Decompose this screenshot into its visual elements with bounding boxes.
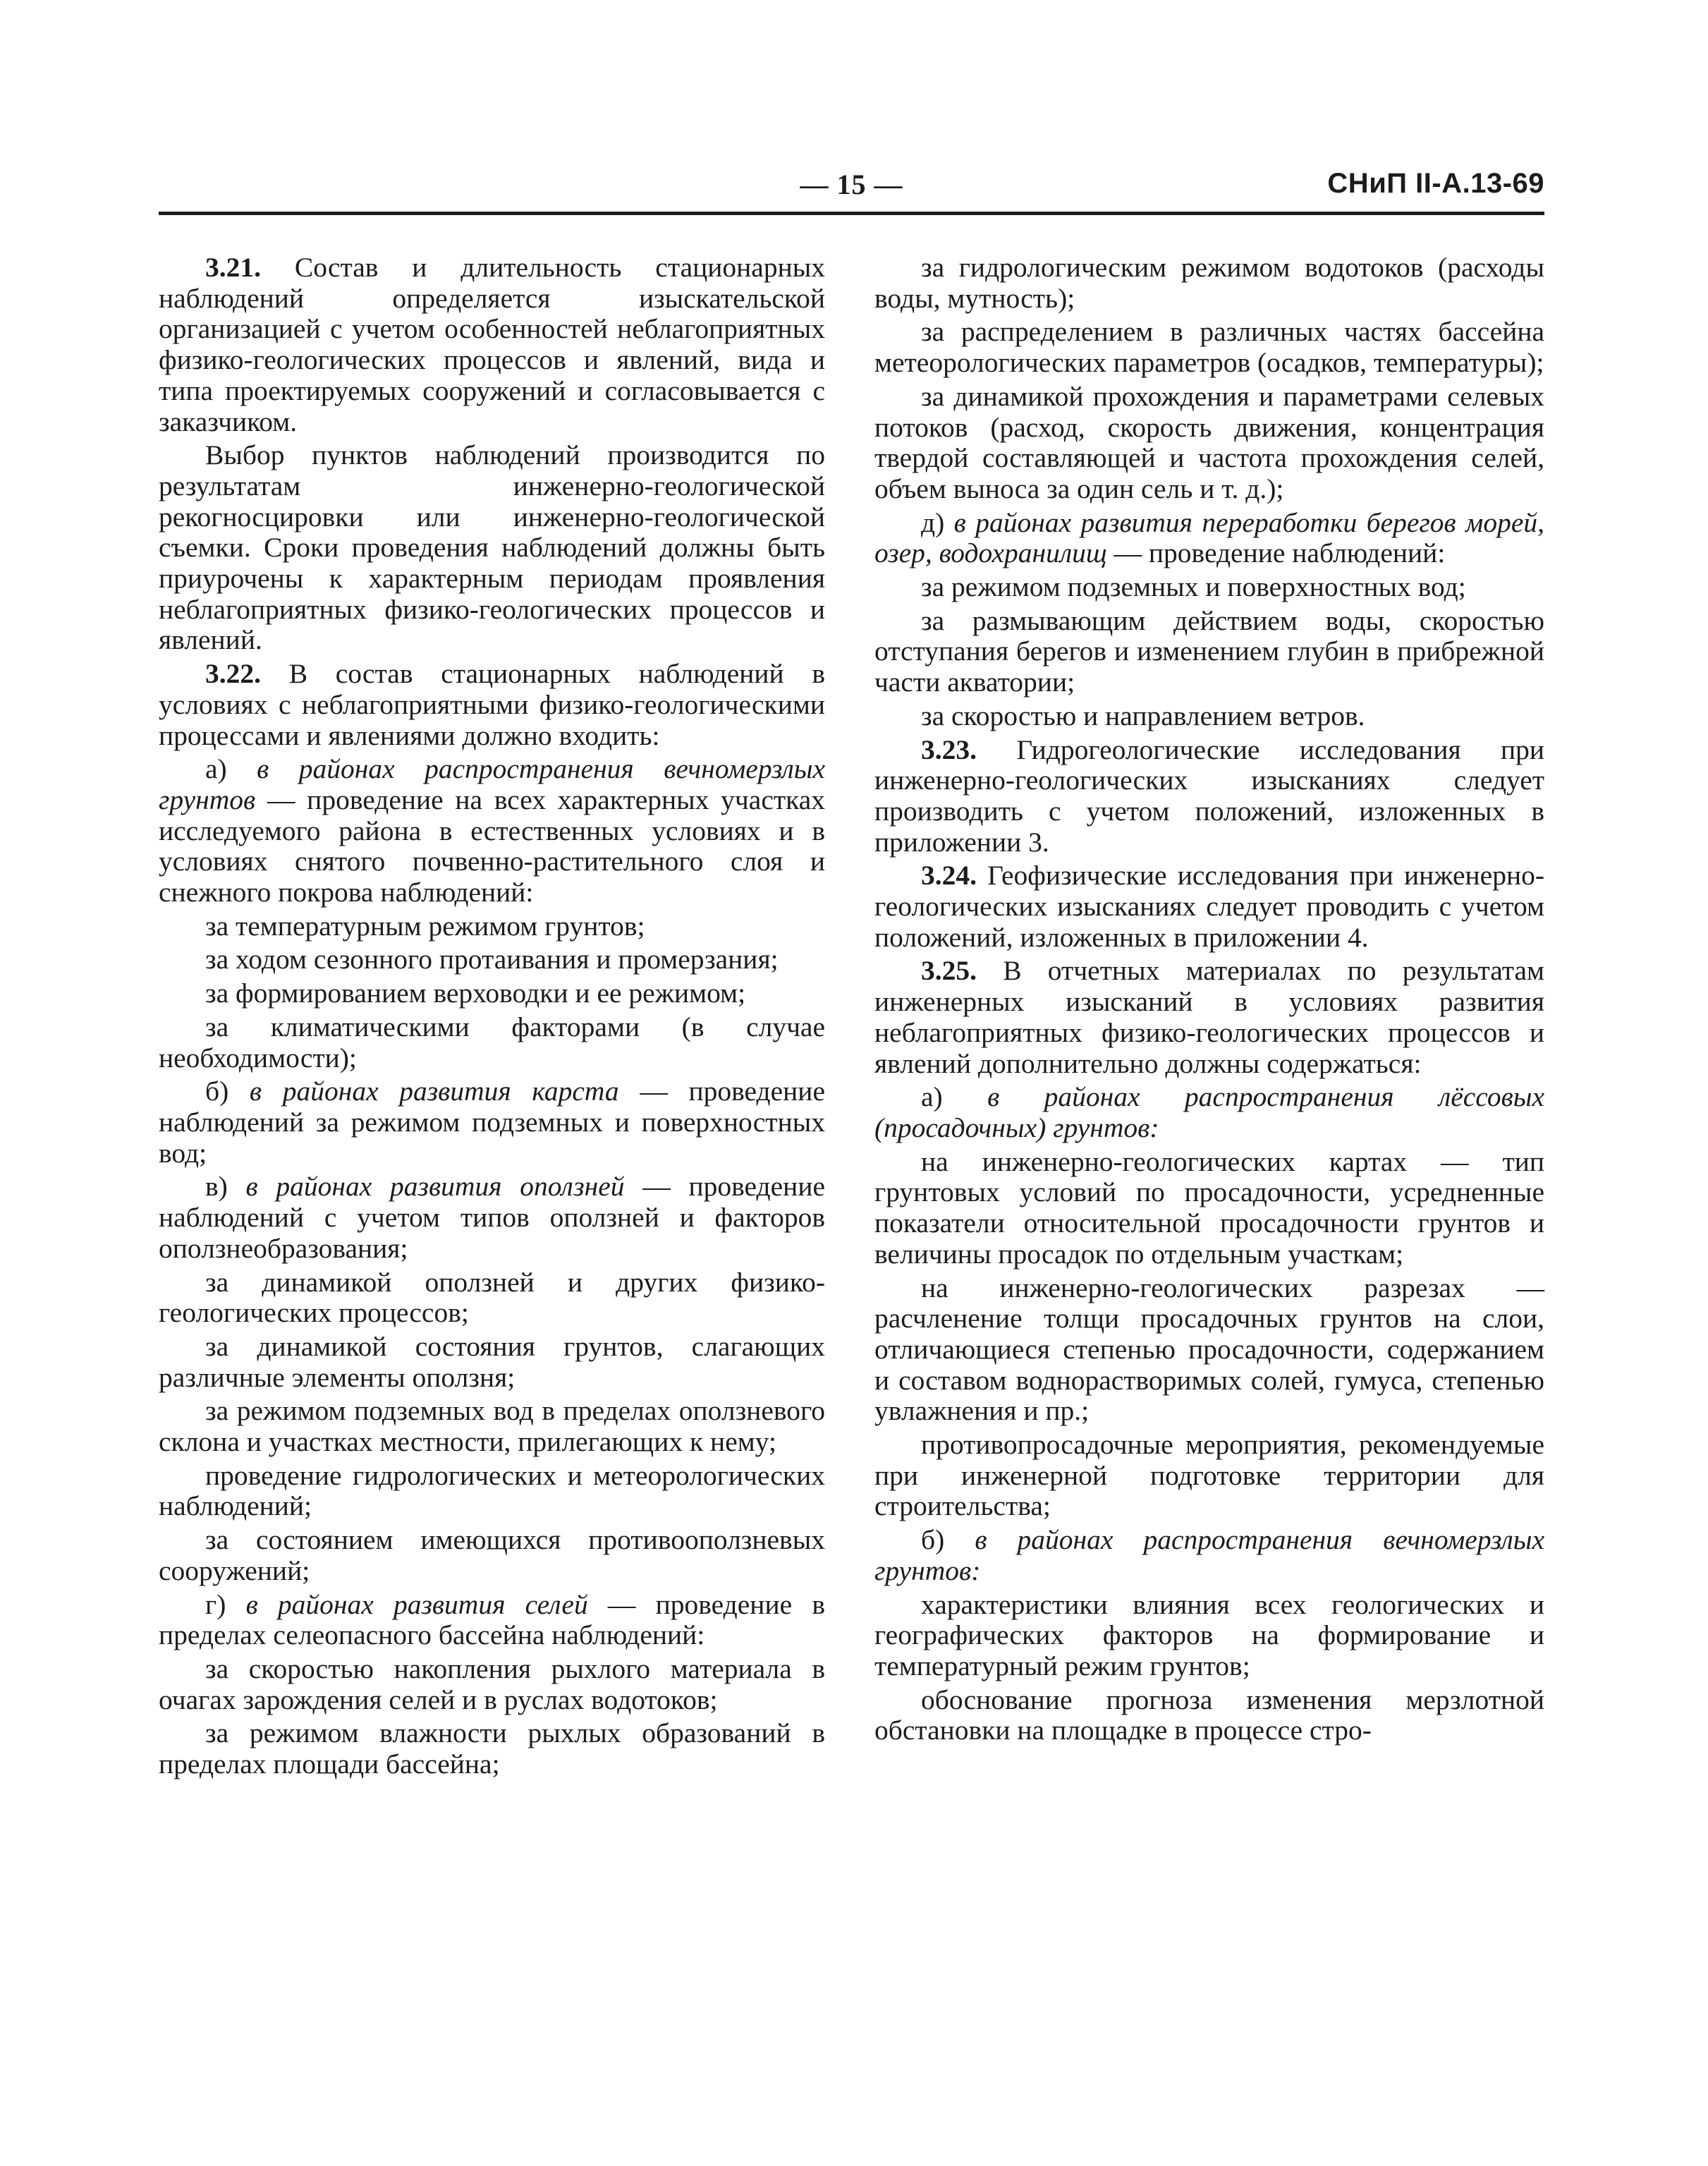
- list-item: противопросадочные мероприятия, рекомендуемые при инженерной подготовке территории для строительства;: [874, 1429, 1544, 1522]
- list-item: за динамикой состояния грунтов, слагающих различные элементы оползня;: [159, 1330, 825, 1393]
- list-item: за гидрологическим режимом водотоков (расходы воды, мутность);: [874, 252, 1544, 314]
- section-number: 3.24.: [921, 860, 977, 892]
- list-item: за режимом влажности рыхлых образований в пределах площади бассейна;: [159, 1717, 825, 1780]
- paragraph: 3.21. Состав и длительность стационарных наблюдений определяется изыскательской организацией с учетом особенностей неблагоприятных физико-геологических процессов и явлений, вида и типа проектируемых сооружений и согласовывается с заказчиком.: [159, 252, 825, 437]
- list-item: б) в районах развития карста — проведение наблюдений за режимом подземных и поверхностных вод;: [159, 1076, 825, 1169]
- list-item: на инженерно-геологических разрезах — расчленение толщи просадочных грунтов на слои, отличающиеся степенью просадочности, содержанием и составом воднорастворимых солей, гумуса, степенью увлажнения и пр.;: [874, 1272, 1544, 1427]
- list-item: а) в районах распространения вечномерзлых грунтов — проведение на всех характерных участках исследуемого района в естественных условиях и в условиях снятого почвенно-растительного слоя и снежного покрова наблюдений:: [159, 753, 825, 908]
- list-item: проведение гидрологических и метеорологических наблюдений;: [159, 1459, 825, 1522]
- paragraph: 3.22. В состав стационарных наблюдений в условиях с неблагоприятными физико-геологическими процессами и явлениями должно входить:: [159, 658, 825, 751]
- italic-heading: в районах распространения вечномерзлых грунтов: [159, 753, 825, 815]
- italic-heading: в районах развития оползней: [245, 1171, 625, 1203]
- right-column: [874, 253, 1544, 1746]
- list-item: характеристики влияния всех геологических и географических факторов на формирование и температурный режим грунтов;: [874, 1588, 1544, 1681]
- header-rule: [159, 212, 1544, 215]
- list-item: за ходом сезонного протаивания и промерзания;: [205, 944, 779, 975]
- section-number: 3.21.: [205, 252, 261, 283]
- list-item: г) в районах развития селей — проведение в пределах селеопасного бассейна наблюдений:: [159, 1588, 825, 1651]
- list-item: на инженерно-геологических картах — тип грунтовых условий по просадочности, усредненные показатели относительной просадочности грунтов и величины просадок по отдельным участкам;: [874, 1145, 1544, 1270]
- list-item: за динамикой прохождения и параметрами селевых потоков (расход, скорость движения, концентрация твердой составляющей и частота прохождения селей, объем выноса за один сель и т. д.);: [874, 380, 1544, 504]
- paragraph: 3.25. В отчетных материалах по результатам инженерных изысканий в условиях развития неблагоприятных физико-геологических процессов и явлений дополнительно должны содержаться:: [874, 955, 1544, 1079]
- document-code: СНиП II-А.13-69: [1327, 168, 1544, 199]
- list-item: за климатическими факторами (в случае необходимости);: [159, 1011, 825, 1073]
- italic-heading: в районах развития переработки берегов морей, озер, водохранилищ: [874, 506, 1544, 569]
- list-item: за динамикой оползней и других физико-геологических процессов;: [159, 1266, 825, 1329]
- list-item: за состоянием имеющихся противооползневых сооружений;: [159, 1524, 825, 1586]
- list-item: за режимом подземных и поверхностных вод;: [921, 571, 1466, 603]
- section-number: 3.23.: [921, 734, 977, 765]
- list-item: д) в районах развития переработки берегов морей, озер, водохранилищ — проведение наблюдений:: [874, 506, 1544, 569]
- list-item: за скоростью и направлением ветров.: [921, 700, 1365, 731]
- list-item: за режимом подземных вод в пределах оползневого склона и участках местности, прилегающих к нему;: [159, 1395, 825, 1458]
- list-item: за формированием верховодки и ее режимом;: [205, 978, 746, 1009]
- left-column: [159, 253, 825, 1780]
- italic-heading: в районах распространения лёссовых (просадочных) грунтов:: [874, 1081, 1545, 1143]
- list-item: за распределением в различных частях бассейна метеорологических параметров (осадков, температуры);: [874, 316, 1544, 379]
- list-item: за размывающим действием воды, скоростью отступания берегов и изменением глубин в прибрежной части акватории;: [874, 604, 1544, 698]
- page-header: [159, 168, 1544, 217]
- italic-heading: в районах распространения вечномерзлых грунтов:: [874, 1524, 1544, 1586]
- section-number: 3.25.: [921, 955, 977, 987]
- list-item: за температурным режимом грунтов;: [205, 910, 645, 942]
- paragraph: Выбор пунктов наблюдений производится по результатам инженерно-геологической рекогносцировки или инженерно-геологической съемки. Сроки проведения наблюдений должны быть приурочены к характерным периодам проявления неблагоприятных физико-геологических процессов и явлений.: [159, 439, 825, 656]
- page-number: — 15 —: [800, 169, 903, 200]
- list-item: б) в районах распространения вечномерзлых грунтов:: [874, 1524, 1544, 1586]
- italic-heading: в районах развития селей: [245, 1588, 588, 1620]
- section-number: 3.22.: [205, 658, 261, 690]
- list-item: за скоростью накопления рыхлого материала в очагах зарождения селей и в руслах водотоков;: [159, 1653, 825, 1715]
- list-item: обоснование прогноза изменения мерзлотной обстановки на площадке в процессе стро-: [874, 1684, 1544, 1746]
- list-item: а) в районах распространения лёссовых (просадочных) грунтов:: [874, 1081, 1545, 1143]
- italic-heading: в районах развития карста: [249, 1076, 619, 1107]
- paragraph: 3.24. Геофизические исследования при инженерно-геологических изысканиях следует проводить с учетом положений, изложенных в приложении 4.: [874, 860, 1544, 953]
- paragraph: 3.23. Гидрогеологические исследования при инженерно-геологических изысканиях следует производить с учетом положений, изложенных в приложении 3.: [874, 734, 1544, 858]
- list-item: в) в районах развития оползней — проведение наблюдений с учетом типов оползней и факторов оползнеобразования;: [159, 1171, 825, 1264]
